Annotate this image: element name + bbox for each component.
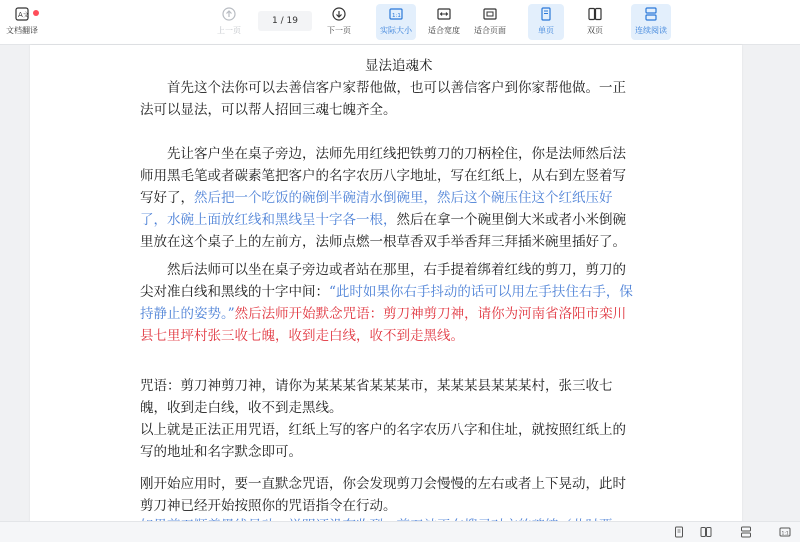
prev-page-button[interactable] bbox=[212, 4, 246, 40]
single-page-icon bbox=[539, 7, 553, 21]
document-page[interactable] bbox=[30, 45, 742, 525]
fit-page-icon bbox=[483, 7, 497, 21]
toolbar bbox=[0, 0, 800, 45]
single-page-button[interactable] bbox=[528, 4, 564, 40]
fit-width-button[interactable] bbox=[424, 4, 464, 40]
actual-size-icon bbox=[389, 7, 403, 21]
actual-size-label: 实际大小 bbox=[380, 26, 412, 35]
paragraph-3-blue-text: “此时如果你右手抖动的话可以用左手扶住右手，保持静止的姿势。” bbox=[140, 284, 633, 322]
paragraph-3 bbox=[140, 259, 638, 347]
page-current: 1 bbox=[272, 16, 278, 26]
svg-text:A: A bbox=[18, 11, 23, 19]
status-bar bbox=[0, 521, 800, 542]
fit-page-button[interactable] bbox=[470, 4, 510, 40]
paragraph-3-text-a: 然后法师可以坐在桌子旁边或者站在那里，右手提着绑着红线的剪刀，剪刀的尖对准白线和黑线的十字中间： bbox=[140, 262, 626, 300]
notification-dot bbox=[33, 10, 39, 16]
single-page-label: 单页 bbox=[538, 26, 554, 35]
arrow-down-icon bbox=[332, 7, 346, 21]
paragraph-2 bbox=[140, 143, 638, 253]
page-indicator[interactable] bbox=[258, 11, 312, 31]
double-page-button[interactable] bbox=[578, 4, 612, 40]
prev-page-label: 上一页 bbox=[217, 26, 241, 35]
actual-size-view-icon[interactable] bbox=[778, 525, 792, 539]
double-page-icon bbox=[588, 7, 602, 21]
fit-width-label: 适合宽度 bbox=[428, 26, 460, 35]
actual-size-button[interactable] bbox=[376, 4, 416, 40]
paragraph-1: 首先这个法你可以去善信客户家帮他做，也可以善信客户到你家帮他做。一正法可以显法，可以帮人招回三魂七魄齐全。 bbox=[140, 80, 626, 118]
fit-width-icon bbox=[437, 7, 451, 21]
continuous-reading-label: 连续阅读 bbox=[635, 26, 667, 35]
double-page-label: 双页 bbox=[587, 26, 603, 35]
svg-text:1:1: 1:1 bbox=[781, 531, 789, 537]
double-page-view-icon[interactable] bbox=[699, 525, 713, 539]
single-page-view-icon[interactable] bbox=[672, 525, 686, 539]
paragraph-2-text-a: 先让客户坐在桌子旁边，法师先用红线把铁剪刀的刀柄栓住，你是法师然后法师用黑毛笔或者碳素笔把客户的名字农历八字地址，写在红纸上，从右到左竖着写写好了， bbox=[140, 146, 626, 206]
next-page-label: 下一页 bbox=[327, 26, 351, 35]
next-page-button[interactable] bbox=[322, 4, 356, 40]
paragraph-6: 刚开始应用时，要一直默念咒语，你会发现剪刀会慢慢的左右或者上下晃动，此时剪刀神已经开始按照你的咒语指令在行动。 bbox=[140, 476, 626, 514]
paragraph-5: 以上就是正法正用咒语，红纸上写的客户的名字农历八字和住址，就按照红纸上的写的地址和名字默念即可。 bbox=[140, 422, 626, 460]
page-separator: / bbox=[277, 16, 287, 26]
translate-button[interactable] bbox=[2, 4, 42, 40]
svg-text:1:1: 1:1 bbox=[392, 13, 401, 19]
paragraph-2-text-b: 然后在拿一个碗里倒大米或者小米倒碗里放在这个桌子上的左前方，法师点燃一根草香双手举香拜三拜插米碗里插好了。 bbox=[140, 212, 626, 250]
paragraph-4: 咒语：剪刀神剪刀神，请你为某某某省某某某市，某某某县某某某村，张三收七魄，收到走白线，收不到走黑线。 bbox=[140, 378, 613, 416]
arrow-up-icon bbox=[222, 7, 236, 21]
page-total: 19 bbox=[286, 16, 298, 26]
continuous-view-icon[interactable] bbox=[739, 525, 753, 539]
svg-text:文: 文 bbox=[23, 12, 30, 19]
translate-label: 文档翻译 bbox=[6, 26, 38, 35]
paragraph-3-red-text: 然后法师开始默念咒语：剪刀神剪刀神，请你为河南省洛阳市栾川县七里坪村张三收七魄，收到走白线，收不到走黑线。 bbox=[140, 306, 627, 344]
translate-icon bbox=[15, 7, 29, 21]
document-title: 显法追魂术 bbox=[365, 58, 433, 74]
paragraph-2-blue-text: 然后把一个吃饭的碗倒半碗清水倒碗里，然后这个碗压住这个红纸压好了，水碗上面放红线和黑线呈十字各一根， bbox=[140, 190, 613, 228]
fit-page-label: 适合页面 bbox=[474, 26, 506, 35]
continuous-reading-icon bbox=[644, 7, 658, 21]
continuous-reading-button[interactable] bbox=[631, 4, 671, 40]
